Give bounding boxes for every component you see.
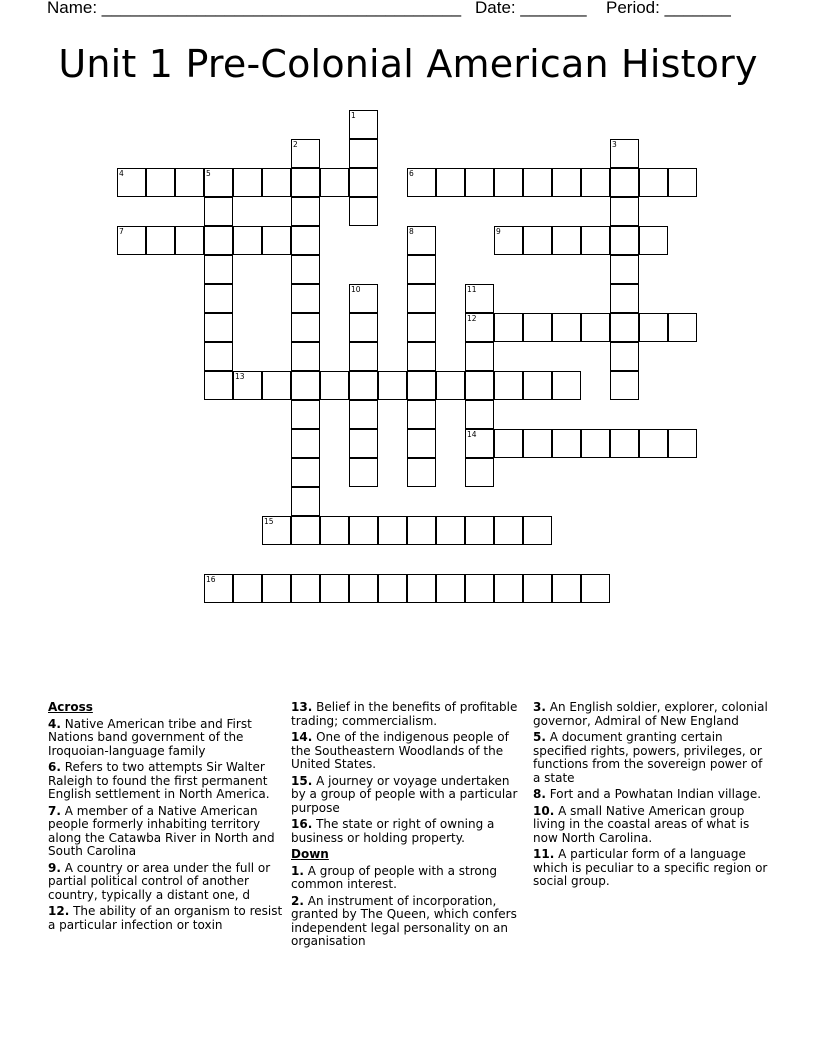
clue-number-label: 5 [206, 169, 211, 178]
grid-cell[interactable] [668, 429, 697, 458]
clue-number: 2. [291, 893, 304, 908]
clue-number-label: 13 [235, 372, 245, 381]
clue-number: 11. [533, 847, 555, 861]
grid-cell[interactable] [291, 255, 320, 284]
grid-cell[interactable] [262, 516, 291, 545]
grid-cell[interactable] [349, 400, 378, 429]
grid-cell[interactable] [610, 429, 639, 458]
clue-text: An instrument of incorporation, granted by The Queen, which confers independent legal personality on an organisation [291, 893, 517, 948]
grid-cell[interactable] [204, 226, 233, 255]
grid-cell[interactable] [291, 342, 320, 371]
grid-cell[interactable] [581, 313, 610, 342]
grid-cell[interactable] [552, 226, 581, 255]
grid-cell[interactable] [204, 197, 233, 226]
clue-text: A particular form of a language which is peculiar to a specific region or social group. [533, 847, 768, 888]
grid-cell[interactable] [581, 226, 610, 255]
grid-cell[interactable] [494, 429, 523, 458]
clue-number-label: 11 [467, 285, 477, 294]
clue-number-label: 3 [612, 140, 617, 149]
grid-cell[interactable] [407, 255, 436, 284]
clue-number: 12. [48, 904, 70, 918]
grid-cell[interactable] [581, 429, 610, 458]
grid-cell[interactable] [494, 371, 523, 400]
grid-cell[interactable] [552, 371, 581, 400]
grid-cell[interactable] [610, 371, 639, 400]
grid-cell[interactable] [465, 516, 494, 545]
clue-text: A group of people with a strong common interest. [291, 863, 497, 891]
grid-cell[interactable] [291, 400, 320, 429]
grid-cell[interactable] [291, 197, 320, 226]
grid-cell[interactable] [552, 168, 581, 197]
grid-cell[interactable] [407, 168, 436, 197]
down-heading: Down [291, 847, 329, 861]
clue-text: One of the indigenous people of the Southeastern Woodlands of the United States. [291, 730, 509, 771]
grid-cell[interactable] [639, 313, 668, 342]
grid-cell[interactable] [291, 168, 320, 197]
grid-cell[interactable] [407, 226, 436, 255]
grid-cell[interactable] [291, 226, 320, 255]
clue-text: An English soldier, explorer, colonial governor, Admiral of New England [533, 700, 768, 728]
grid-cell[interactable] [320, 168, 349, 197]
grid-cell[interactable] [262, 168, 291, 197]
grid-cell[interactable] [610, 284, 639, 313]
clue-number: 6. [48, 760, 61, 774]
grid-cell[interactable] [407, 574, 436, 603]
clue-number: 14. [291, 730, 313, 744]
clue-across-15 [291, 775, 527, 816]
grid-cell[interactable] [378, 516, 407, 545]
grid-cell[interactable] [610, 226, 639, 255]
clue-number: 4. [48, 716, 61, 731]
grid-cell[interactable] [552, 429, 581, 458]
clue-column-1 [48, 701, 284, 935]
grid-cell[interactable] [204, 313, 233, 342]
grid-cell[interactable] [320, 371, 349, 400]
clue-text: The state or right of owning a business or holding property. [291, 817, 495, 845]
clue-down-3 [533, 701, 769, 728]
grid-cell[interactable] [436, 516, 465, 545]
grid-cell[interactable] [436, 371, 465, 400]
grid-cell[interactable] [204, 284, 233, 313]
grid-cell[interactable] [581, 574, 610, 603]
clue-text: Fort and a Powhatan Indian village. [549, 787, 762, 801]
clue-number-label: 10 [351, 285, 361, 294]
grid-cell[interactable] [523, 516, 552, 545]
clue-number-label: 4 [119, 169, 124, 178]
grid-cell[interactable] [494, 313, 523, 342]
grid-cell[interactable] [291, 516, 320, 545]
grid-cell[interactable] [320, 574, 349, 603]
clue-text: A document granting certain specified rights, powers, privileges, or functions from the sovereign power of a state [533, 730, 763, 785]
grid-cell[interactable] [349, 284, 378, 313]
clue-number-label: 15 [264, 517, 274, 526]
grid-cell[interactable] [494, 574, 523, 603]
grid-cell[interactable] [523, 168, 552, 197]
clue-across-12 [48, 905, 284, 932]
clue-text: Native American tribe and First Nations band government of the Iroquoian-language family [48, 716, 252, 758]
grid-cell[interactable] [117, 226, 146, 255]
grid-cell[interactable] [407, 342, 436, 371]
grid-cell[interactable] [668, 313, 697, 342]
grid-cell[interactable] [378, 574, 407, 603]
clue-number-label: 12 [467, 314, 477, 323]
clue-number-label: 7 [119, 227, 124, 236]
grid-cell[interactable] [407, 400, 436, 429]
grid-cell[interactable] [465, 400, 494, 429]
grid-cell[interactable] [639, 168, 668, 197]
clue-text: Refers to two attempts Sir Walter Raleigh to found the first permanent English settlement in North America. [48, 760, 270, 801]
grid-cell[interactable] [291, 371, 320, 400]
grid-cell[interactable] [465, 313, 494, 342]
grid-cell[interactable] [523, 429, 552, 458]
clue-down-11 [533, 848, 769, 889]
grid-cell[interactable] [407, 516, 436, 545]
clue-number: 8. [533, 787, 546, 801]
grid-cell[interactable] [465, 342, 494, 371]
clue-number-label: 8 [409, 227, 414, 236]
grid-cell[interactable] [262, 371, 291, 400]
grid-cell[interactable] [117, 168, 146, 197]
grid-cell[interactable] [407, 429, 436, 458]
grid-cell[interactable] [552, 574, 581, 603]
grid-cell[interactable] [407, 313, 436, 342]
clue-number: 3. [533, 700, 546, 714]
grid-cell[interactable] [175, 168, 204, 197]
clue-across-9 [48, 862, 284, 903]
clue-text: A country or area under the full or partial political control of another country, typically a distant one, d [48, 860, 271, 902]
grid-cell[interactable] [291, 574, 320, 603]
clue-column-3 [533, 701, 769, 892]
grid-cell[interactable] [494, 516, 523, 545]
clue-down-2 [291, 895, 527, 949]
grid-cell[interactable] [349, 197, 378, 226]
grid-cell[interactable] [349, 342, 378, 371]
grid-cell[interactable] [262, 574, 291, 603]
grid-cell[interactable] [465, 371, 494, 400]
clue-across-7 [48, 805, 284, 859]
clue-down-10 [533, 805, 769, 846]
clue-number: 16. [291, 817, 313, 831]
grid-cell[interactable] [407, 458, 436, 487]
grid-cell[interactable] [291, 429, 320, 458]
grid-cell[interactable] [610, 313, 639, 342]
clue-number-label: 2 [293, 140, 298, 149]
grid-cell[interactable] [291, 313, 320, 342]
grid-cell[interactable] [494, 168, 523, 197]
grid-cell[interactable] [465, 458, 494, 487]
grid-cell[interactable] [320, 516, 349, 545]
grid-cell[interactable] [523, 313, 552, 342]
grid-cell[interactable] [436, 168, 465, 197]
clue-text: The ability of an organism to resist a particular infection or toxin [48, 904, 283, 932]
grid-cell[interactable] [349, 313, 378, 342]
grid-cell[interactable] [610, 197, 639, 226]
grid-cell[interactable] [610, 168, 639, 197]
grid-cell[interactable] [204, 168, 233, 197]
grid-cell[interactable] [291, 458, 320, 487]
grid-cell[interactable] [610, 139, 639, 168]
grid-cell[interactable] [465, 168, 494, 197]
grid-cell[interactable] [146, 168, 175, 197]
grid-cell[interactable] [233, 226, 262, 255]
grid-cell[interactable] [378, 371, 407, 400]
date-field-label: Date: _______ [475, 0, 587, 17]
clue-across-16 [291, 818, 527, 845]
grid-cell[interactable] [610, 342, 639, 371]
period-field-label: Period: _______ [606, 0, 731, 17]
clue-number-label: 1 [351, 111, 356, 120]
clue-number-label: 14 [467, 430, 477, 439]
name-field-label: Name: ______________________________________ [47, 0, 462, 17]
grid-cell[interactable] [523, 371, 552, 400]
grid-cell[interactable] [407, 284, 436, 313]
clue-number: 15. [291, 773, 313, 788]
clue-down-1 [291, 865, 527, 892]
clue-number-label: 16 [206, 575, 216, 584]
grid-cell[interactable] [291, 487, 320, 516]
clue-text: A journey or voyage undertaken by a group of people with a particular purpose [291, 773, 518, 815]
clue-down-8 [533, 788, 769, 802]
grid-cell[interactable] [581, 168, 610, 197]
grid-cell[interactable] [523, 574, 552, 603]
grid-cell[interactable] [204, 574, 233, 603]
grid-cell[interactable] [465, 284, 494, 313]
grid-cell[interactable] [204, 255, 233, 284]
clue-number: 1. [291, 863, 304, 878]
clue-number: 7. [48, 803, 61, 818]
grid-cell[interactable] [407, 371, 436, 400]
clue-text: A small Native American group living in the coastal areas of what is now North Carolina. [533, 803, 750, 845]
grid-cell[interactable] [262, 226, 291, 255]
grid-cell[interactable] [668, 168, 697, 197]
grid-cell[interactable] [349, 516, 378, 545]
grid-cell[interactable] [523, 226, 552, 255]
grid-cell[interactable] [436, 574, 465, 603]
grid-cell[interactable] [610, 255, 639, 284]
grid-cell[interactable] [146, 226, 175, 255]
grid-cell[interactable] [465, 429, 494, 458]
clue-text: A member of a Native American people formerly inhabiting territory along the Catawba River in North and South Carolina [48, 803, 275, 858]
grid-cell[interactable] [204, 371, 233, 400]
grid-cell[interactable] [175, 226, 204, 255]
grid-cell[interactable] [494, 226, 523, 255]
grid-cell[interactable] [639, 226, 668, 255]
grid-cell[interactable] [639, 429, 668, 458]
grid-cell[interactable] [233, 574, 262, 603]
clue-number: 5. [533, 730, 546, 744]
grid-cell[interactable] [349, 139, 378, 168]
clue-text: Belief in the benefits of profitable trading; commercialism. [291, 700, 518, 728]
clue-across-6 [48, 761, 284, 802]
page-title: Unit 1 Pre-Colonial American History [58, 42, 758, 86]
clue-number: 13. [291, 700, 313, 714]
grid-cell[interactable] [465, 574, 494, 603]
grid-cell[interactable] [233, 168, 262, 197]
grid-cell[interactable] [233, 371, 262, 400]
clue-down-5 [533, 731, 769, 785]
grid-cell[interactable] [349, 429, 378, 458]
clue-across-13 [291, 701, 527, 728]
clue-number: 9. [48, 860, 61, 875]
grid-cell[interactable] [291, 139, 320, 168]
grid-cell[interactable] [349, 574, 378, 603]
grid-cell[interactable] [349, 168, 378, 197]
clue-across-4 [48, 718, 284, 759]
grid-cell[interactable] [552, 313, 581, 342]
across-heading: Across [48, 700, 93, 714]
grid-cell[interactable] [349, 458, 378, 487]
clue-number: 10. [533, 803, 555, 818]
grid-cell[interactable] [349, 371, 378, 400]
clue-number-label: 6 [409, 169, 414, 178]
grid-cell[interactable] [204, 342, 233, 371]
clue-across-14 [291, 731, 527, 772]
clue-number-label: 9 [496, 227, 501, 236]
clue-column-2 [291, 701, 527, 952]
grid-cell[interactable] [291, 284, 320, 313]
grid-cell[interactable] [349, 110, 378, 139]
